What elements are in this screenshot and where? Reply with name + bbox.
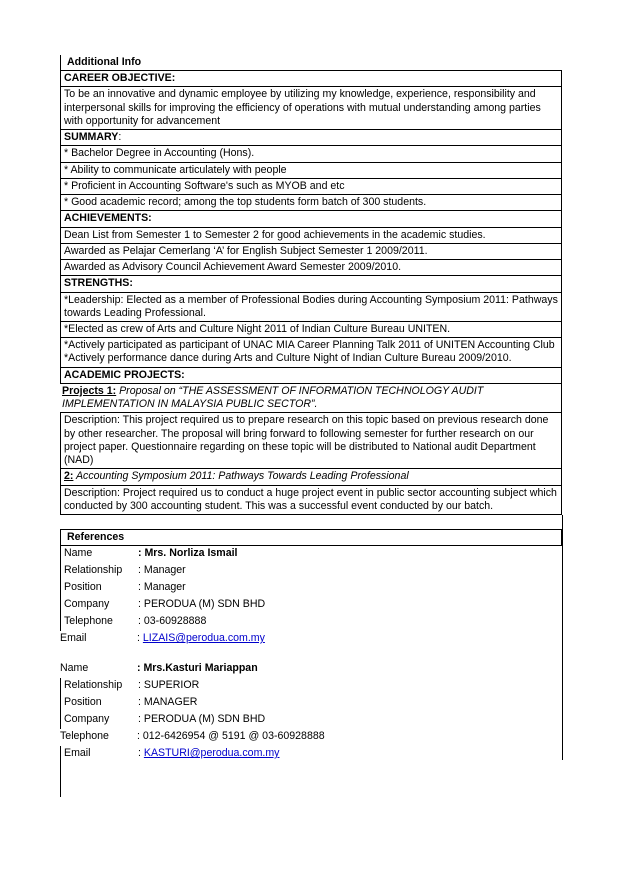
summary-item: * Ability to communicate articulately with people (60, 162, 562, 178)
summary-colon: : (118, 131, 122, 144)
summary-title-row (60, 129, 562, 145)
email-prefix: : (138, 747, 144, 760)
strengths-title: STRENGTHS: (64, 277, 133, 290)
reference-key: Position (64, 696, 102, 709)
references-header-row (60, 529, 562, 545)
summary-title: SUMMARY (64, 131, 119, 144)
section-spacer (60, 515, 562, 529)
career-objective-title-row (60, 70, 562, 86)
project1-title: Proposal on “THE ASSESSMENT OF INFORMATION TECHNOLOGY AUDIT IMPLEMENTATION IN MALAYSIA PUBLIC SECTOR”. (62, 384, 484, 411)
references-header: References (67, 531, 125, 544)
email-link[interactable]: KASTURI@perodua.com.my (143, 747, 280, 760)
reference-row (60, 729, 562, 746)
reference-email-key: Email (64, 747, 91, 760)
reference-email-row (60, 746, 562, 763)
reference-row (60, 546, 562, 563)
project1-title-row (60, 383, 562, 412)
summary-item: * Bachelor Degree in Accounting (Hons). (60, 145, 562, 161)
reference-value: : Mrs.Kasturi Mariappan (137, 662, 258, 675)
reference-key: Telephone (64, 615, 113, 628)
reference-spacer (60, 648, 562, 661)
reference-row (60, 661, 562, 678)
reference-value: : 012-6426954 @ 5191 @ 03-60928888 (137, 730, 325, 743)
project2-title: Accounting Symposium 2011: Pathways Towards Leading Professional (73, 470, 409, 483)
reference-key: Name (64, 547, 93, 560)
reference-row (60, 580, 562, 597)
summary-item: * Good academic record; among the top students form batch of 300 students. (60, 194, 562, 210)
reference-key: Position (64, 581, 102, 594)
achievements-title: ACHIEVEMENTS: (64, 212, 152, 225)
career-objective-title: CAREER OBJECTIVE: (64, 72, 176, 85)
achievement-item: Awarded as Pelajar Cemerlang ‘A’ for English Subject Semester 1 2009/2011. (60, 243, 562, 259)
reference-value: : PERODUA (M) SDN BHD (138, 598, 266, 611)
reference-value: : PERODUA (M) SDN BHD (138, 713, 266, 726)
project2-label: 2: (64, 470, 74, 483)
reference-value: : MANAGER (138, 696, 198, 709)
reference-value: : 03-60928888 (138, 615, 207, 628)
reference-email-value (138, 747, 279, 760)
strength-item: *Actively participated as participant of UNAC MIA Career Planning Talk 2011 of UNITEN Accounting Club *Actively performance dance during Arts and Culture Night of Indian Culture Bureau 2009/2010. (60, 337, 562, 366)
reference-email-value (137, 632, 265, 645)
trailing-blank-row (60, 763, 562, 797)
reference-key: Relationship (64, 564, 123, 577)
academic-projects-title: ACADEMIC PROJECTS: (64, 368, 185, 381)
reference-value: : Mrs. Norliza Ismail (138, 547, 238, 560)
summary-item: * Proficient in Accounting Software's such as MYOB and etc (60, 178, 562, 194)
reference-row (60, 712, 562, 729)
achievement-item: Awarded as Advisory Council Achievement Award Semester 2009/2010. (60, 259, 562, 275)
email-prefix: : (137, 632, 143, 645)
additional-info-header: Additional Info (67, 56, 142, 68)
reference-email-key: Email (60, 632, 87, 645)
academic-projects-title-row (60, 367, 562, 383)
reference-email-row (60, 631, 562, 648)
reference-value: : SUPERIOR (138, 679, 200, 692)
email-link[interactable]: LIZAIS@perodua.com.my (142, 632, 265, 645)
resume-sheet (60, 55, 562, 797)
additional-info-header-row (60, 55, 562, 70)
reference-row (60, 563, 562, 580)
reference-value: : Manager (138, 581, 186, 594)
achievements-title-row (60, 210, 562, 226)
project1-label: Projects 1: (62, 384, 117, 397)
reference-key: Company (64, 598, 110, 611)
reference-key: Name (60, 662, 89, 675)
strength-item: *Leadership: Elected as a member of Professional Bodies during Accounting Symposium 2011: Pathways towards Leading Professional. (60, 292, 562, 321)
reference-row (60, 597, 562, 614)
references-right-rule (562, 515, 563, 760)
reference-key: Company (64, 713, 110, 726)
strengths-title-row (60, 275, 562, 291)
reference-value: : Manager (138, 564, 186, 577)
achievement-item: Dean List from Semester 1 to Semester 2 for good achievements in the academic studies. (60, 227, 562, 243)
reference-key: Telephone (60, 730, 109, 743)
reference-2 (60, 661, 562, 797)
career-objective-text: To be an innovative and dynamic employee by utilizing my knowledge, experience, responsibility and interpersonal skills for improving the efficiency of operations with mutual understanding among parties with opportunity for advancement (60, 86, 562, 129)
project2-title-row (60, 468, 562, 484)
strength-item: *Elected as crew of Arts and Culture Night 2011 of Indian Culture Bureau UNITEN. (60, 321, 562, 337)
reference-key: Relationship (64, 679, 123, 692)
reference-row (60, 614, 562, 631)
project2-description: Description: Project required us to conduct a huge project event in public sector accounting subject which conducted by 300 accounting student. This was a successful event conducted by our batch. (60, 485, 562, 515)
project1-description: Description: This project required us to prepare research on this topic based on previous research done by other researcher. The proposal will bring forward to following semester for further research on our project paper. Questionnaire regarding on these topic will be distributed to National audit Department (NAD) (60, 412, 562, 468)
reference-row (60, 678, 562, 695)
reference-row (60, 695, 562, 712)
reference-1 (60, 545, 562, 648)
